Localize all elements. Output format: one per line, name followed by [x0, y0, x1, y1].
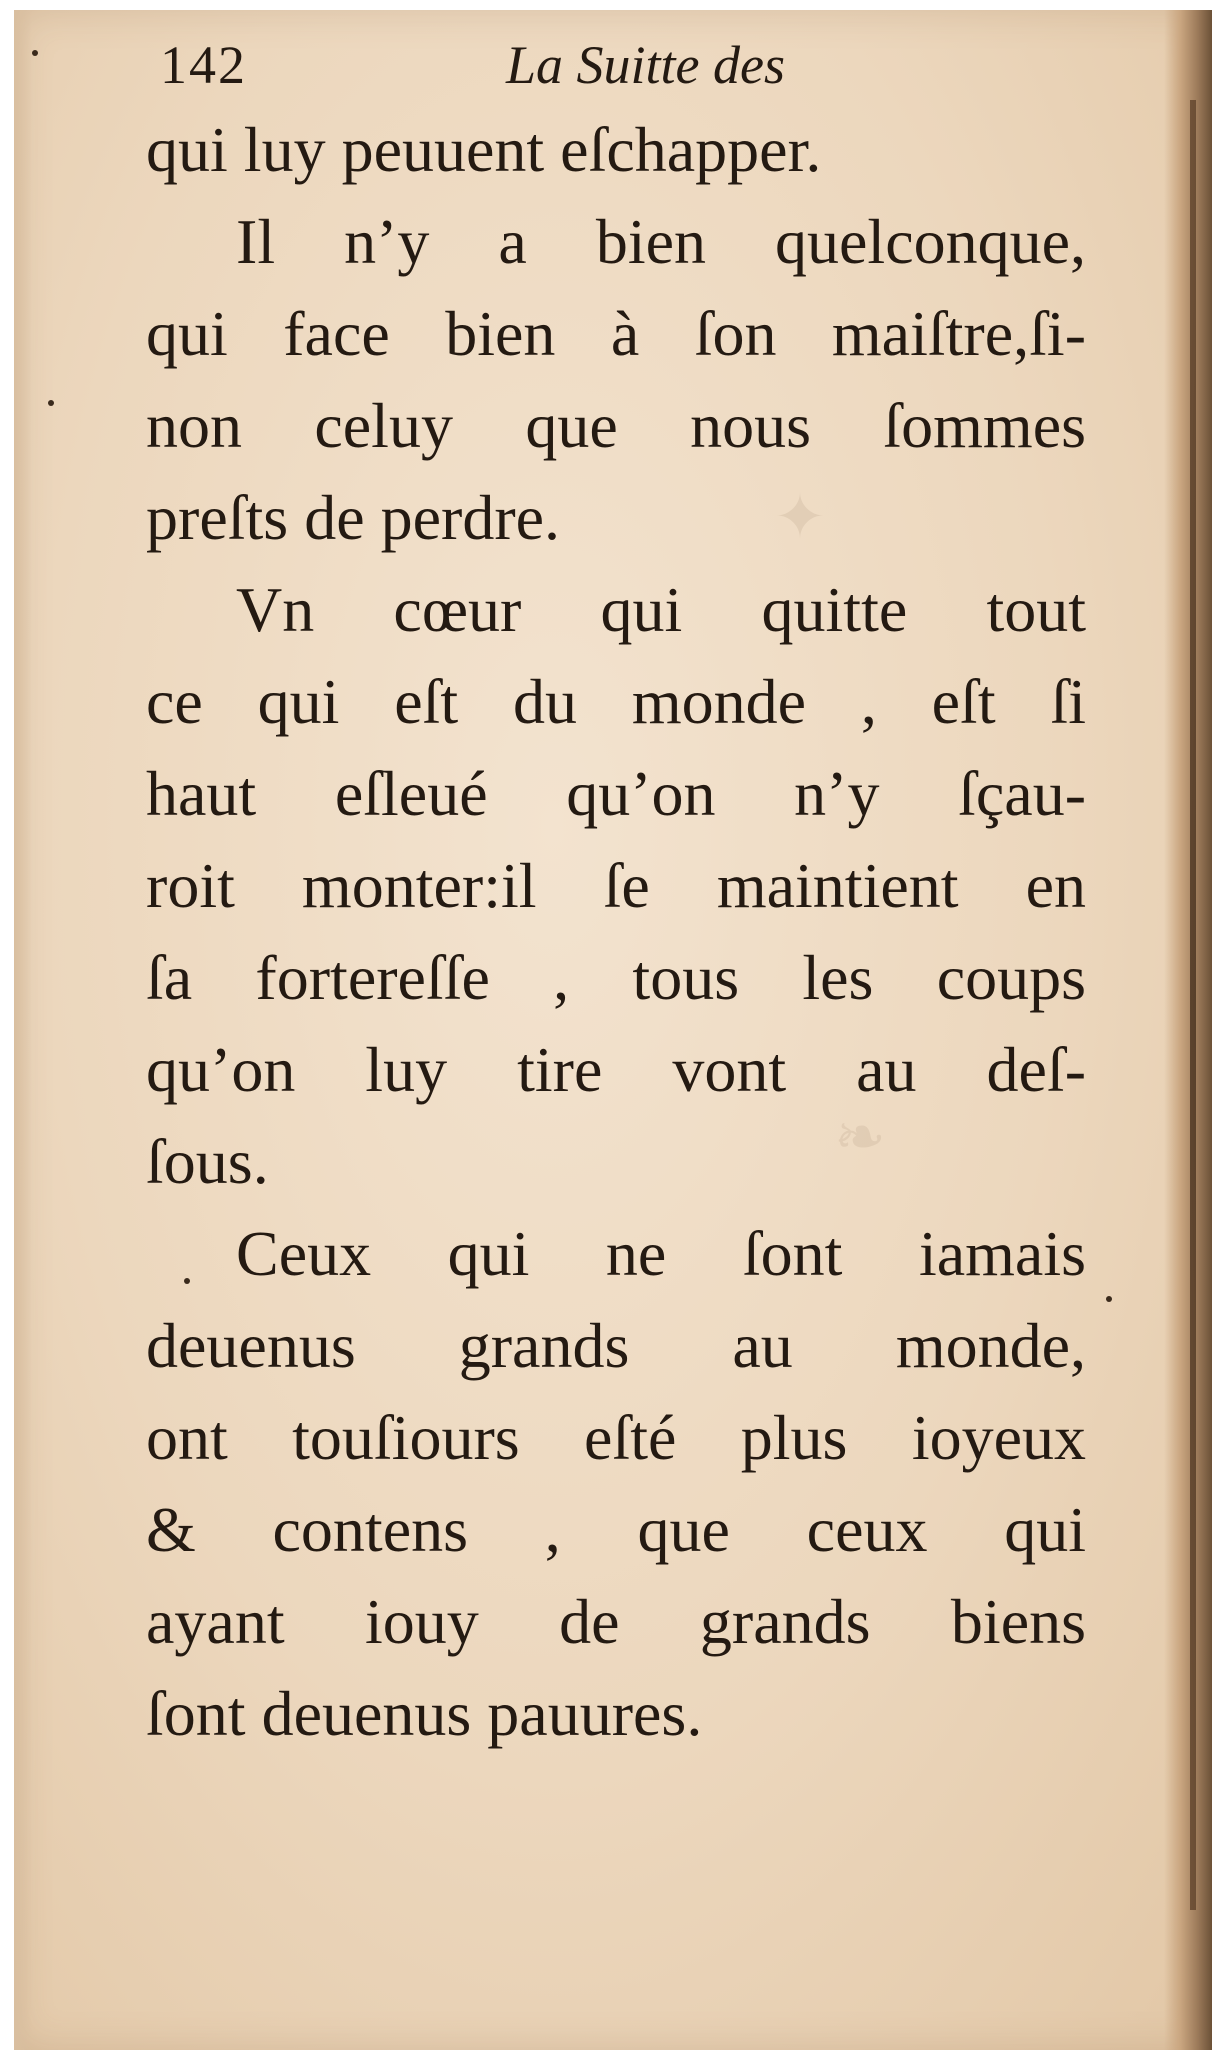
- text-line: haut eſleué qu’on n’y ſçau-: [146, 758, 1086, 829]
- page-binding-edge: [1164, 10, 1212, 2050]
- text-line: ſont deuenus pauures.: [146, 1678, 703, 1749]
- page-number: 142: [160, 35, 247, 95]
- text-line: roit monter:il ſe maintient en: [146, 850, 1086, 921]
- text-line: deuenus grands au monde,: [146, 1310, 1086, 1381]
- text-line: ont touſiours eſté plus ioyeux: [146, 1402, 1086, 1473]
- text-line: Il n’y a bien quelconque,: [236, 206, 1086, 277]
- text-line: ce qui eſt du monde , eſt ſi: [146, 666, 1086, 737]
- bleed-through-mark: ✦: [774, 480, 826, 553]
- page-left-edge: [14, 10, 32, 2050]
- page-text-block: [146, 24, 1086, 1760]
- text-line: ayant iouy de grands biens: [146, 1586, 1086, 1657]
- ink-speck: [1106, 1296, 1112, 1302]
- text-line: ſous.: [146, 1126, 269, 1197]
- text-line: & contens , que ceux qui: [146, 1494, 1086, 1565]
- book-page-scan: [14, 10, 1212, 2050]
- running-head: [146, 24, 1086, 104]
- running-title: La Suitte des: [506, 35, 785, 95]
- ink-speck: [32, 50, 38, 56]
- text-line: non celuy que nous ſommes: [146, 390, 1086, 461]
- text-line: Ceux qui ne ſont iamais: [236, 1218, 1086, 1289]
- binding-shadow: [1190, 100, 1196, 1910]
- text-line: ſa fortereſſe , tous les coups: [146, 942, 1086, 1013]
- text-line: qui luy peuuent eſchapper.: [146, 114, 822, 185]
- bleed-through-mark: ❧: [834, 1100, 886, 1173]
- text-line: preſts de perdre.: [146, 482, 561, 553]
- ink-speck: [48, 400, 54, 406]
- text-line: qui face bien à ſon maiſtre,ſi-: [146, 298, 1086, 369]
- text-line: qu’on luy tire vont au deſ-: [146, 1034, 1086, 1105]
- text-line: Vn cœur qui quitte tout: [236, 574, 1086, 645]
